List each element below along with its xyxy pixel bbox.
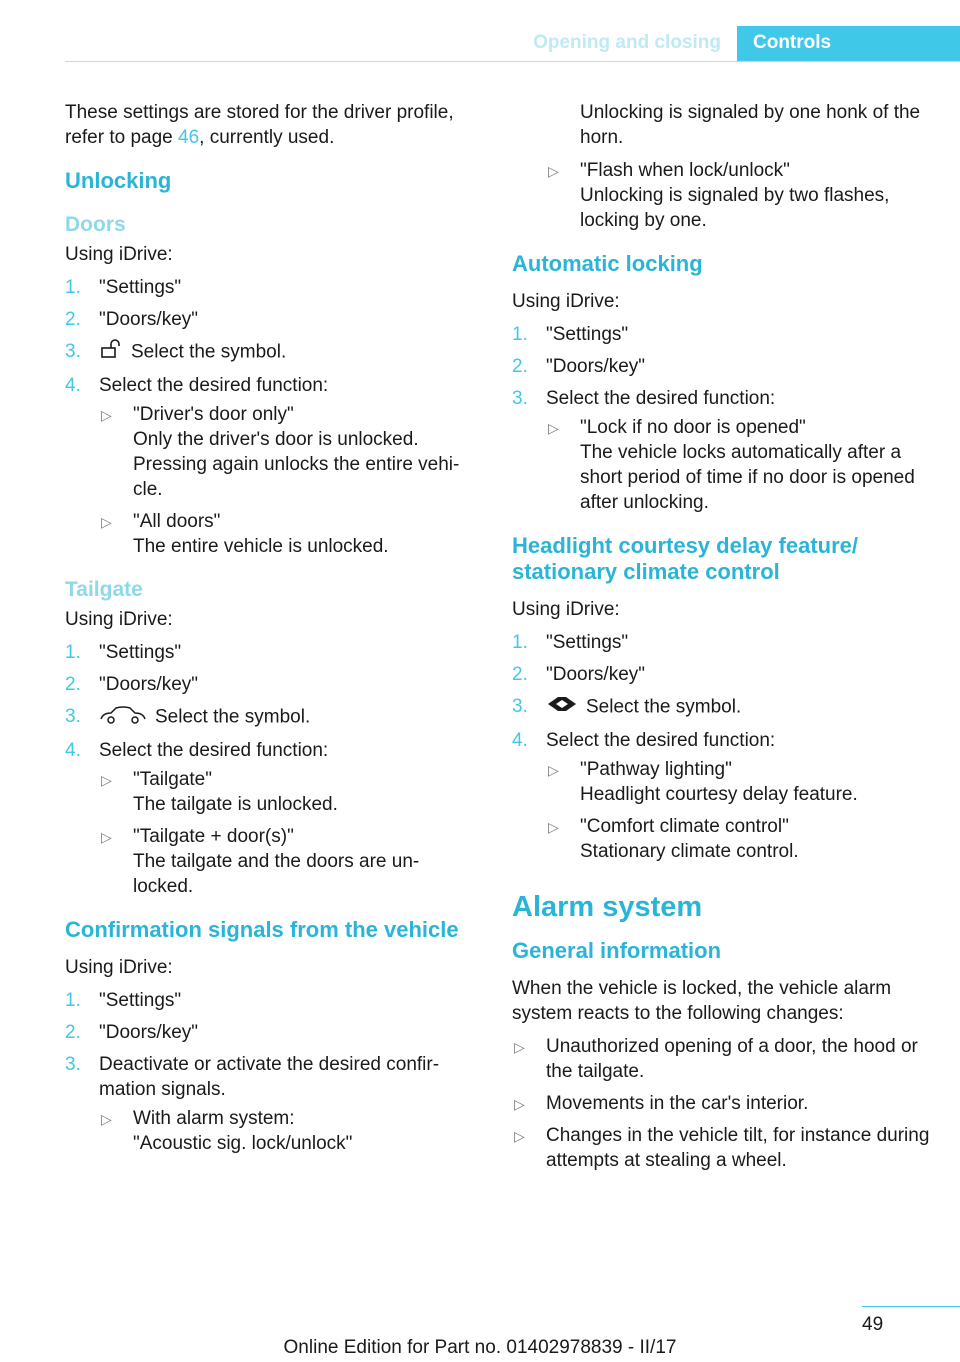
auto-locking-options xyxy=(546,415,932,515)
triangle-bullet-icon: ▷ xyxy=(101,1111,112,1127)
headlight-steps xyxy=(512,630,932,864)
triangle-bullet-icon: ▷ xyxy=(548,420,559,436)
list-item: 4. Select the desired function: ▷ "Driver's door only" Only the driver's door is unlocked. Pressing again unlocks the entire vehi‐cle. ▷ "All doors" The entire vehicle is unlocked. xyxy=(65,373,475,559)
list-item: ▷ "Tailgate" The tailgate is unlocked. xyxy=(101,769,338,815)
page-link[interactable]: 46 xyxy=(178,127,200,148)
triangle-bullet-icon: ▷ xyxy=(101,772,112,788)
heading-headlight-courtesy: Headlight courtesy delay feature/ stationary climate control xyxy=(512,533,858,584)
list-item: ▷ Movements in the car's interior. xyxy=(512,1091,932,1116)
triangle-bullet-icon: ▷ xyxy=(548,762,559,778)
right-column xyxy=(512,100,932,1180)
list-item: 1. "Settings" xyxy=(512,632,629,653)
header-divider xyxy=(65,61,960,62)
list-item: ▷ "Pathway lighting" Headlight courtesy delay feature. xyxy=(548,759,858,805)
doors-steps xyxy=(65,275,475,559)
footer-edition: Online Edition for Part no. 01402978839 - II/17 xyxy=(283,1337,677,1358)
list-item: 2. "Doors/key" xyxy=(512,664,646,685)
left-column xyxy=(65,100,475,1164)
list-item: ▷ "All doors" The entire vehicle is unlocked. xyxy=(101,511,389,557)
heading-confirmation-signals: Confirmation signals from the vehicle xyxy=(65,917,459,942)
page-number: 49 xyxy=(862,1314,884,1335)
heading-automatic-locking: Automatic locking xyxy=(512,251,703,276)
triangle-bullet-icon: ▷ xyxy=(101,514,112,530)
continued-desc: Unlocking is signaled by one honk of the horn. xyxy=(580,102,921,148)
using-idrive: Using iDrive: xyxy=(65,244,173,265)
list-item: 3. Select the symbol. xyxy=(65,339,475,366)
triangle-bullet-icon: ▷ xyxy=(101,407,112,423)
list-item: ▷ "Flash when lock/unlock" Unlocking is signaled by two flashes, locking by one. xyxy=(548,160,890,231)
list-item: 1. "Settings" xyxy=(65,277,182,298)
list-item: 3. Select the desired function: ▷ "Lock if no door is opened" The vehicle locks automatically after a short period of time if no door is opened after unlocking. xyxy=(512,386,932,515)
list-item: 1. "Settings" xyxy=(512,324,629,345)
triangle-bullet-icon: ▷ xyxy=(514,1039,525,1055)
doors-options xyxy=(99,402,475,559)
list-item: ▷ Changes in the vehicle tilt, for instance during attempts at stealing a wheel. xyxy=(514,1125,930,1171)
list-item: 4. Select the desired function: ▷ "Tailgate" The tailgate is unlocked. ▷ "Tailgate + door(s)" The tailgate and the doors are un‐locked. xyxy=(65,738,475,899)
list-item: 4. Select the desired function: ▷ "Pathway lighting" Headlight courtesy delay feature. ▷ "Comfort climate control" Stationary climate control. xyxy=(512,728,932,864)
intro-paragraph: These settings are stored for the driver profile, refer to page 46, currently used. xyxy=(65,102,454,148)
list-item: 2. "Doors/key" xyxy=(65,1022,199,1043)
alarm-general-text: When the vehicle is locked, the vehicle alarm system reacts to the following changes: xyxy=(512,978,892,1024)
tailgate-steps xyxy=(65,640,475,899)
heading-alarm-system: Alarm system xyxy=(512,891,703,923)
triangle-bullet-icon: ▷ xyxy=(548,819,559,835)
triangle-bullet-icon: ▷ xyxy=(548,163,559,179)
heading-general-information: General information xyxy=(512,938,722,963)
unlock-icon xyxy=(99,339,123,366)
list-item: ▷ "Driver's door only" Only the driver's door is unlocked. Pressing again unlocks the entire vehi‐cle. xyxy=(101,404,460,500)
list-item: ▷ Unauthorized opening of a door, the hood or the tailgate. xyxy=(514,1036,918,1082)
heading-unlocking: Unlocking xyxy=(65,168,172,193)
list-item: ▷ With alarm system: "Acoustic sig. lock/unlock" xyxy=(101,1108,353,1154)
headlight-options xyxy=(546,757,932,864)
list-item: 3. Deactivate or activate the desired confir‐mation signals. ▷ With alarm system: "Acoustic sig. lock/unlock" xyxy=(65,1052,475,1156)
list-item: ▷ "Tailgate + door(s)" The tailgate and the doors are un‐locked. xyxy=(101,826,420,897)
confirmation-options xyxy=(99,1106,475,1156)
list-item: 2. "Doors/key" xyxy=(512,356,646,377)
car-icon xyxy=(99,704,147,731)
header-section-title[interactable]: Opening and closing xyxy=(533,32,721,53)
headlight-icon xyxy=(546,694,578,721)
tailgate-options xyxy=(99,767,475,899)
triangle-bullet-icon: ▷ xyxy=(514,1096,525,1112)
list-item: 2. "Doors/key" xyxy=(65,309,199,330)
using-idrive: Using iDrive: xyxy=(65,957,173,978)
header-chapter-tab[interactable]: Controls xyxy=(737,26,960,62)
list-item: 3. Select the symbol. xyxy=(65,704,475,731)
list-item: 3. Select the symbol. xyxy=(512,694,932,721)
heading-doors: Doors xyxy=(65,213,126,236)
list-item: 1. "Settings" xyxy=(65,990,182,1011)
using-idrive: Using iDrive: xyxy=(512,291,620,312)
list-item: ▷ "Comfort climate control" Stationary climate control. xyxy=(548,816,799,862)
footer-divider xyxy=(862,1306,960,1307)
page-header xyxy=(0,26,960,62)
using-idrive: Using iDrive: xyxy=(512,599,620,620)
flash-options xyxy=(546,158,932,233)
triangle-bullet-icon: ▷ xyxy=(101,829,112,845)
using-idrive: Using iDrive: xyxy=(65,609,173,630)
list-item: 1. "Settings" xyxy=(65,642,182,663)
triangle-bullet-icon: ▷ xyxy=(514,1128,525,1144)
confirmation-steps xyxy=(65,988,475,1156)
heading-tailgate: Tailgate xyxy=(65,578,143,601)
list-item: ▷ "Lock if no door is opened" The vehicle locks automatically after a short period of time if no door is opened after unlocking. xyxy=(548,417,915,513)
alarm-changes-list xyxy=(512,1034,932,1173)
list-item: 2. "Doors/key" xyxy=(65,674,199,695)
auto-locking-steps xyxy=(512,322,932,515)
